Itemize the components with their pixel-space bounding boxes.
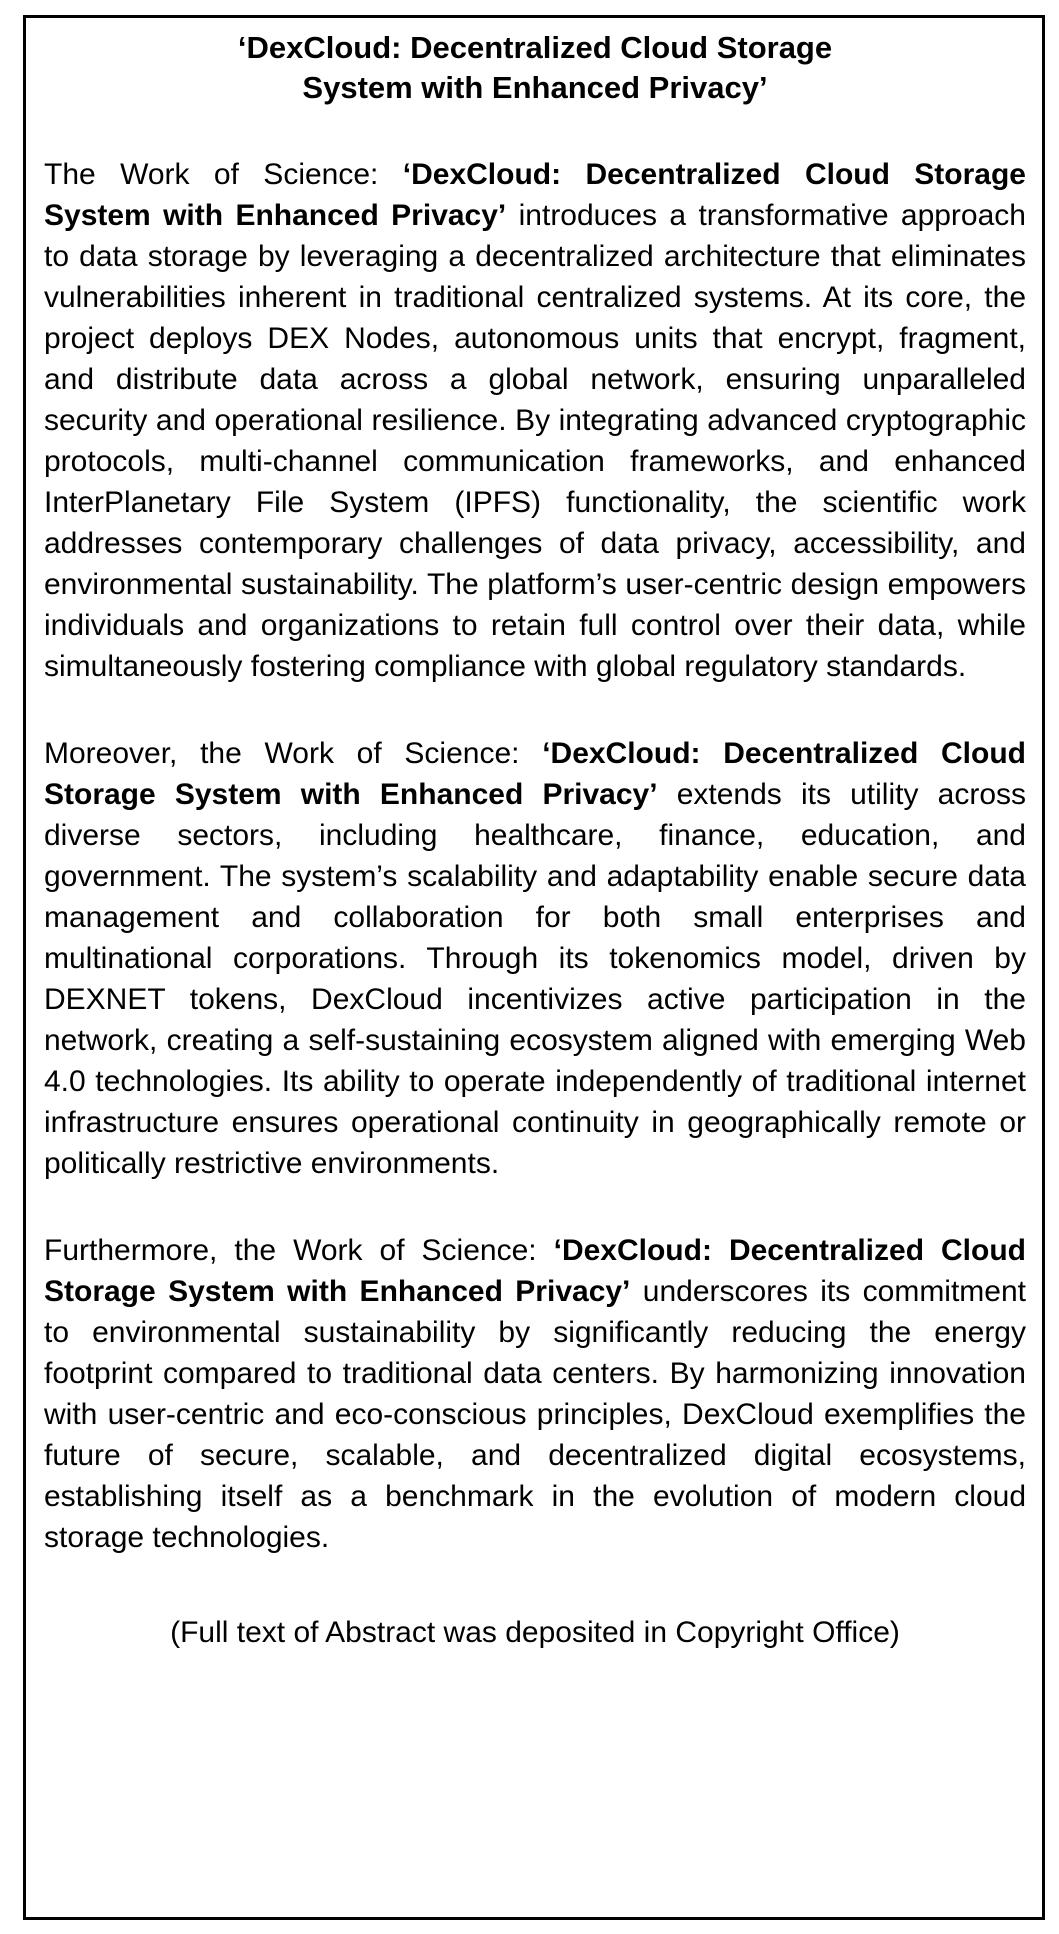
document-title bbox=[44, 28, 1026, 108]
copyright-deposit-note: (Full text of Abstract was deposited in Copyright Office) bbox=[170, 1616, 900, 1649]
abstract-page-content bbox=[26, 18, 1042, 1917]
abstract-paragraph-3 bbox=[44, 1230, 1026, 1558]
abstract-paragraph-2 bbox=[44, 733, 1026, 1184]
paragraph-1-bold-title: ‘DexCloud: Decentralized Cloud Storage System with Enhanced Privacy’ bbox=[44, 158, 1026, 232]
paragraph-2-intro-text: Moreover, the Work of Science: bbox=[44, 737, 543, 770]
paragraph-2-body-text: extends its utility across diverse sectors, including healthcare, finance, education, and government. The system’s scalability and adaptability enable secure data management and collaboration for both small enterprises and multinational corporations. Through its tokenomics model, driven by DEXNET tokens, DexCloud incentivizes active participation in the network, creating a self-sustaining ecosystem aligned with emerging Web 4.0 technologies. Its ability to operate independently of traditional internet infrastructure ensures operational continuity in geographically remote or politically restrictive environments. bbox=[44, 778, 1026, 1180]
abstract-paragraph-1 bbox=[44, 154, 1026, 687]
paragraph-3-bold-title: ‘DexCloud: Decentralized Cloud Storage System with Enhanced Privacy’ bbox=[44, 1234, 1026, 1308]
paragraph-3-intro-text: Furthermore, the Work of Science: bbox=[44, 1234, 554, 1267]
paragraph-3-body-text: underscores its commitment to environmental sustainability by significantly reducing the energy footprint compared to traditional data centers. By harmonizing innovation with user-centric and eco-conscious principles, DexCloud exemplifies the future of secure, scalable, and decentralized digital ecosystems, establishing itself as a benchmark in the evolution of modern cloud storage technologies. bbox=[44, 1275, 1026, 1554]
paragraph-1-intro-text: The Work of Science: bbox=[44, 158, 403, 191]
abstract-page-frame bbox=[23, 15, 1045, 1920]
document-title-line-1: ‘DexCloud: Decentralized Cloud Storage bbox=[237, 30, 833, 65]
paragraph-1-body-text: introduces a transformative approach to data storage by leveraging a decentralized architecture that eliminates vulnerabilities inherent in traditional centralized systems. At its core, the project deploys DEX Nodes, autonomous units that encrypt, fragment, and distribute data across a global network, ensuring unparalleled security and operational resilience. By integrating advanced cryptographic protocols, multi-channel communication frameworks, and enhanced InterPlanetary File System (IPFS) functionality, the scientific work addresses contemporary challenges of data privacy, accessibility, and environmental sustainability. The platform’s user-centric design empowers individuals and organizations to retain full control over their data, while simultaneously fostering compliance with global regulatory standards. bbox=[44, 199, 1026, 683]
paragraph-2-bold-title: ‘DexCloud: Decentralized Cloud Storage System with Enhanced Privacy’ bbox=[44, 737, 1026, 811]
document-title-line-2: System with Enhanced Privacy’ bbox=[302, 70, 768, 105]
